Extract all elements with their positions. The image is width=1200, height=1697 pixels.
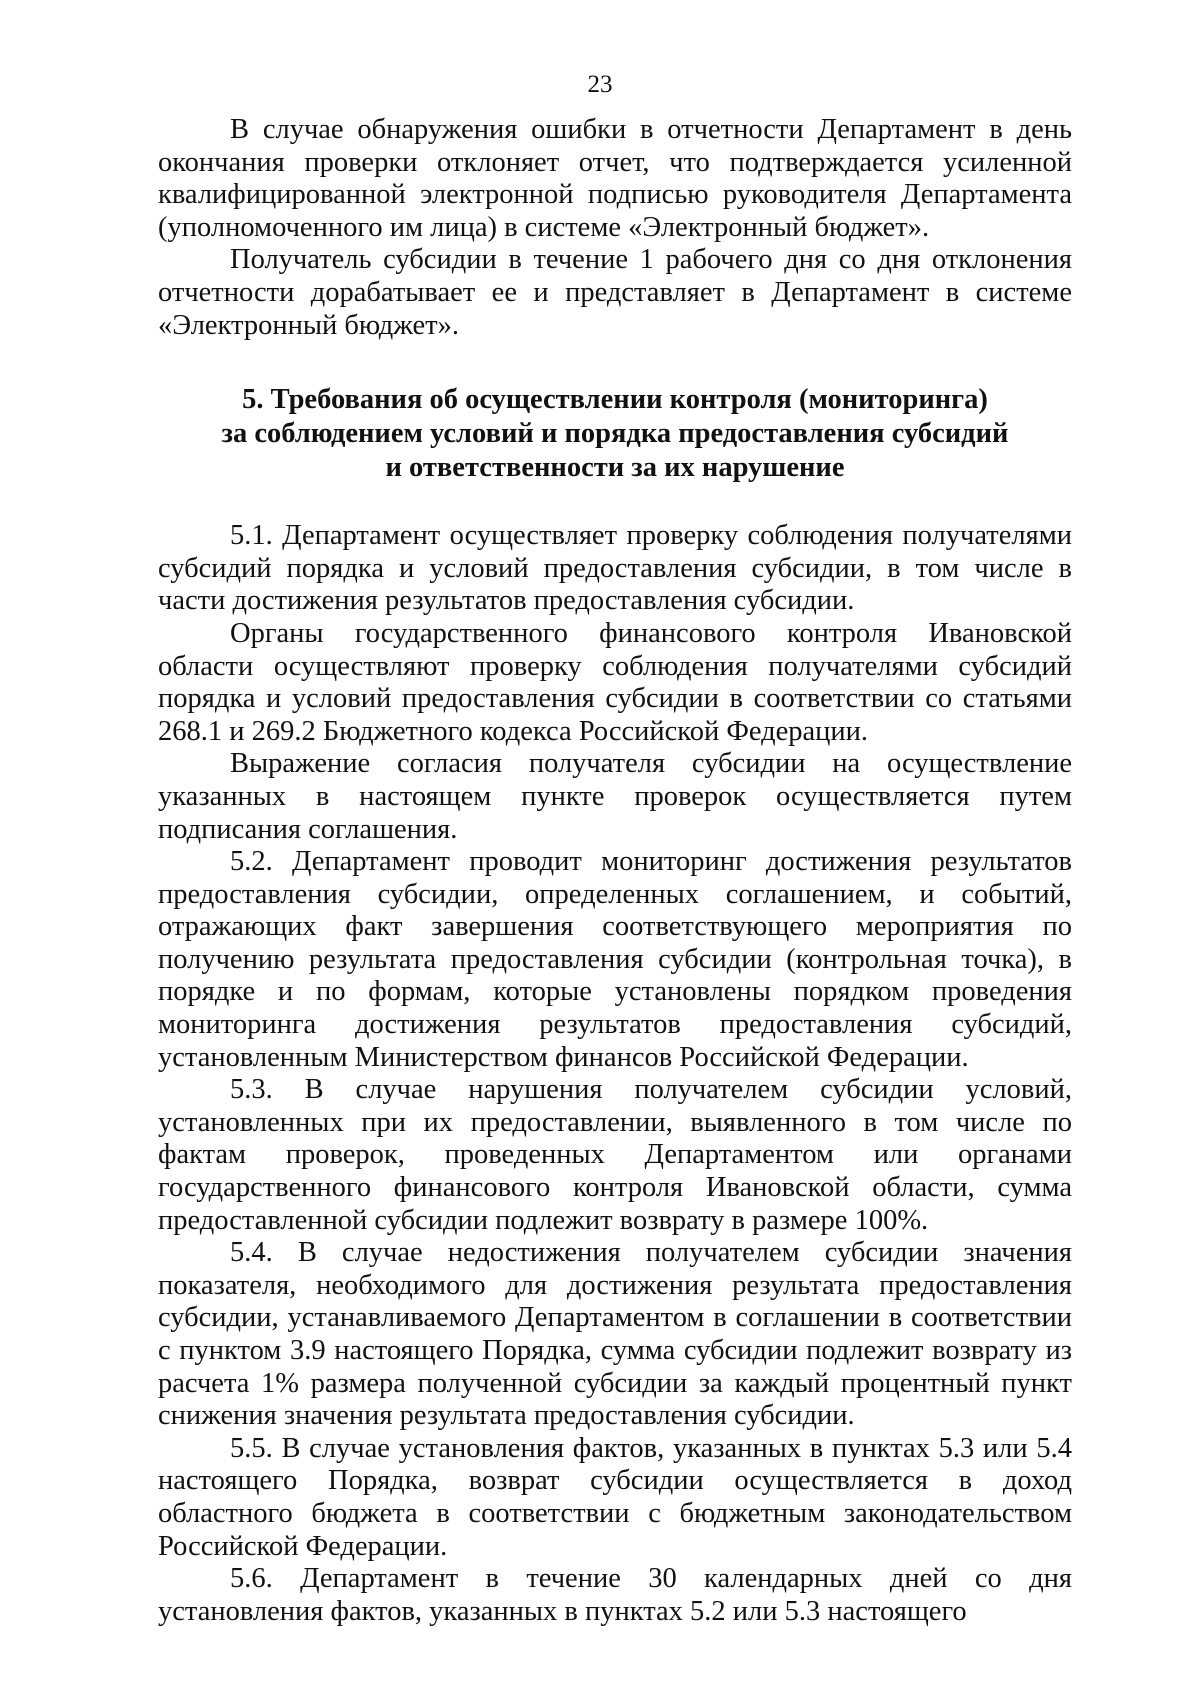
- document-body: [158, 114, 1072, 1628]
- paragraph-5-6: 5.6. Департамент в течение 30 календарных дней со дня установления фактов, указанных в пунктах 5.2 или 5.3 настоящего: [158, 1563, 1072, 1627]
- paragraph-5-3: 5.3. В случае нарушения получателем субсидии условий, установленных при их предоставлении, выявленного в том числе по фактам проверок, проведенных Департаментом или органами государственного финансового контроля Ивановской области, сумма предоставленной субсидии подлежит возврату в размере 100%.: [158, 1074, 1072, 1236]
- paragraph-error-rejection: В случае обнаружения ошибки в отчетности Департамент в день окончания проверки отклоняет отчет, что подтверждается усиленной квалифицированной электронной подписью руководителя Департамента (уполномоченного им лица) в системе «Электронный бюджет».: [158, 114, 1072, 243]
- paragraph-5-5: 5.5. В случае установления фактов, указанных в пунктах 5.3 или 5.4 настоящего Порядка, возврат субсидии осуществляется в доход областного бюджета в соответствии с бюджетным законодательством Российской Федерации.: [158, 1432, 1072, 1562]
- paragraph-5-4: 5.4. В случае недостижения получателем субсидии значения показателя, необходимого для достижения результата предоставления субсидии, устанавливаемого Департаментом в соглашении в соответствии с пунктом 3.9 настоящего Порядка, сумма субсидии подлежит возврату из расчета 1% размера полученной субсидии за каждый процентный пункт снижения значения результата предоставления субсидии.: [158, 1237, 1072, 1432]
- section-heading-line-3: и ответственности за их нарушение: [385, 452, 845, 484]
- paragraph-recipient-revision: Получатель субсидии в течение 1 рабочего дня со дня отклонения отчетности дорабатывает ее и представляет в Департамент в системе «Электронный бюджет».: [158, 244, 1072, 341]
- section-heading-line-2: за соблюдением условий и порядка предоставления субсидий: [221, 418, 1009, 450]
- paragraph-5-2: 5.2. Департамент проводит мониторинг достижения результатов предоставления субсидии, определенных соглашением, и событий, отражающих факт завершения соответствующего мероприятия по получению результата предоставления субсидии (контрольная точка), в порядке и по формам, которые установлены порядком проведения мониторинга достижения результатов предоставления субсидий, установленным Министерством финансов Российской Федерации.: [158, 846, 1072, 1073]
- page-number: 23: [587, 71, 613, 98]
- paragraph-financial-control-bodies: Органы государственного финансового контроля Ивановской области осуществляют проверку соблюдения получателями субсидий порядка и условий предоставления субсидии в соответствии со статьями 268.1 и 269.2 Бюджетного кодекса Российской Федерации.: [158, 617, 1072, 747]
- paragraph-consent: Выражение согласия получателя субсидии на осуществление указанных в настоящем пункте проверок осуществляется путем подписания соглашения.: [158, 748, 1072, 845]
- section-heading-line-1: 5. Требования об осуществлении контроля (мониторинга): [242, 384, 988, 416]
- paragraph-5-1: 5.1. Департамент осуществляет проверку соблюдения получателями субсидий порядка и условий предоставления субсидии, в том числе в части достижения результатов предоставления субсидии.: [158, 520, 1072, 617]
- section-5-heading: [158, 383, 1072, 485]
